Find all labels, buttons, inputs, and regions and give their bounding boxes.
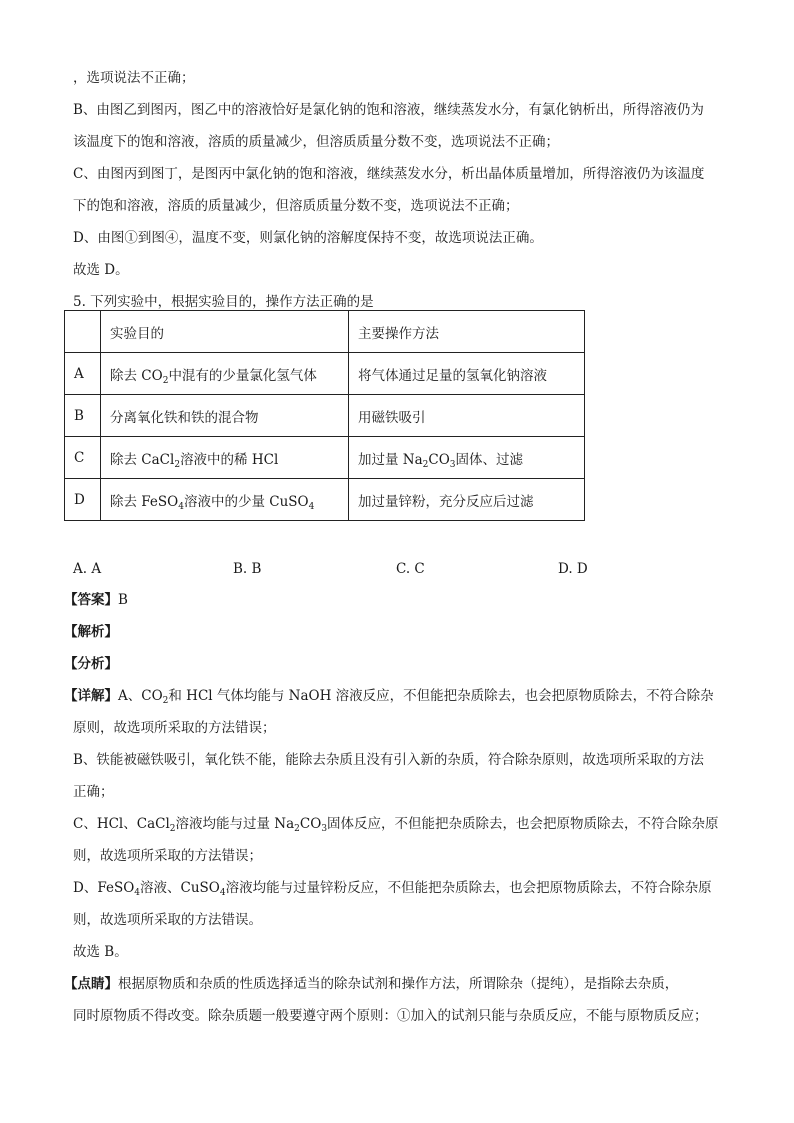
detail-line: 【详解】A、$CO_2$和 HCl 气体均能与 NaOH 溶液反应，不但能把杂质除去，也会把原物质除去，不符合除杂	[64, 688, 714, 706]
method-cell: 加过量 $Na_2CO_3$固体、过滤	[349, 437, 585, 479]
previous-explanation	[73, 62, 723, 318]
text-line: C、由图丙到图丁，是图丙中氯化钠的饱和溶液，继续蒸发水分，析出晶体质量增加，所得溶液仍为该温度	[73, 166, 705, 182]
purpose-cell: 除去 $CO_2$中混有的少量氯化氢气体	[101, 353, 349, 395]
table-row	[65, 395, 585, 437]
table-header-method: 主要操作方法	[349, 311, 585, 353]
text-line: B、铁能被磁铁吸引，氧化铁不能，能除去杂质且没有引入新的杂质，符合除杂原则，故选项所采取的方法	[73, 752, 704, 768]
purpose-cell: 除去 CaCl$_2$溶液中的稀 HCl	[101, 437, 349, 479]
method-cell: 加过量锌粉，充分反应后过滤	[349, 479, 585, 521]
conclusion-line: 故选 B。	[73, 944, 128, 960]
tips-continued	[73, 1000, 723, 1032]
method-cell: 将气体通过足量的氢氧化钠溶液	[349, 353, 585, 395]
text-line: B、由图乙到图丙，图乙中的溶液恰好是氯化钠的饱和溶液，继续蒸发水分，有氯化钠析出，所得溶液仍为	[73, 102, 704, 118]
table-row	[65, 437, 585, 479]
option-a: A. A	[73, 561, 102, 577]
text-line: D、由图①到图④，温度不变，则氯化钠的溶解度保持不变，故选项说法正确。	[73, 230, 543, 246]
option-d: D. D	[558, 561, 588, 577]
text-line: 下的饱和溶液，溶质的质量减少，但溶质质量分数不变，选项说法不正确；	[73, 198, 519, 214]
solution-section	[64, 584, 714, 712]
table-cell	[65, 311, 101, 353]
text-line: 故选 D。	[73, 262, 129, 278]
table-header-row	[65, 311, 585, 353]
text-line: ，选项说法不正确；	[73, 70, 195, 86]
question-stem: 5. 下列实验中，根据实验目的，操作方法正确的是	[73, 294, 374, 310]
text-line: 则，故选项所采取的方法错误。	[73, 912, 262, 928]
question-table	[64, 310, 585, 521]
option-b: B. B	[233, 561, 262, 577]
analysis-heading: 【解析】	[64, 624, 118, 640]
text-line: 该温度下的饱和溶液，溶质的质量减少，但溶质质量分数不变，选项说法不正确；	[73, 134, 559, 150]
table-header-purpose: 实验目的	[101, 311, 349, 353]
tips-section	[64, 968, 714, 1000]
row-label: C	[65, 437, 101, 479]
text-line: 则，故选项所采取的方法错误；	[73, 848, 262, 864]
row-label: A	[65, 353, 101, 395]
text-line: C、HCl、CaCl$_2$溶液均能与过量 $Na_2CO_3$固体反应，不但能把杂质除去，也会把原物质除去，不符合除杂原	[73, 816, 719, 834]
purpose-cell: 除去 FeSO$_4$溶液中的少量 CuSO$_4$	[101, 479, 349, 521]
detail-continued	[73, 712, 723, 968]
text-line: D、FeSO$_4$溶液、CuSO$_4$溶液均能与过量锌粉反应，不但能把杂质除去，也会把原物质除去，不符合除杂原	[73, 880, 712, 898]
method-cell: 用磁铁吸引	[349, 395, 585, 437]
fenxi-heading: 【分析】	[64, 656, 118, 672]
purpose-cell: 分离氧化铁和铁的混合物	[101, 395, 349, 437]
row-label: D	[65, 479, 101, 521]
text-line: 同时原物质不得改变。除杂质题一般要遵守两个原则：①加入的试剂只能与杂质反应，不能与原物质反应；	[73, 1008, 708, 1024]
tips-line: 【点睛】根据原物质和杂质的性质选择适当的除杂试剂和操作方法，所谓除杂（提纯），是指除去杂质，	[64, 976, 679, 992]
text-line: 原则，故选项所采取的方法错误；	[73, 720, 276, 736]
row-label: B	[65, 395, 101, 437]
option-c: C. C	[396, 561, 425, 577]
text-line: 正确；	[73, 784, 114, 800]
table-row	[65, 353, 585, 395]
answer-line: 【答案】B	[64, 592, 128, 608]
answer-options	[73, 557, 723, 581]
answer-value: B	[118, 592, 128, 608]
table-row	[65, 479, 585, 521]
